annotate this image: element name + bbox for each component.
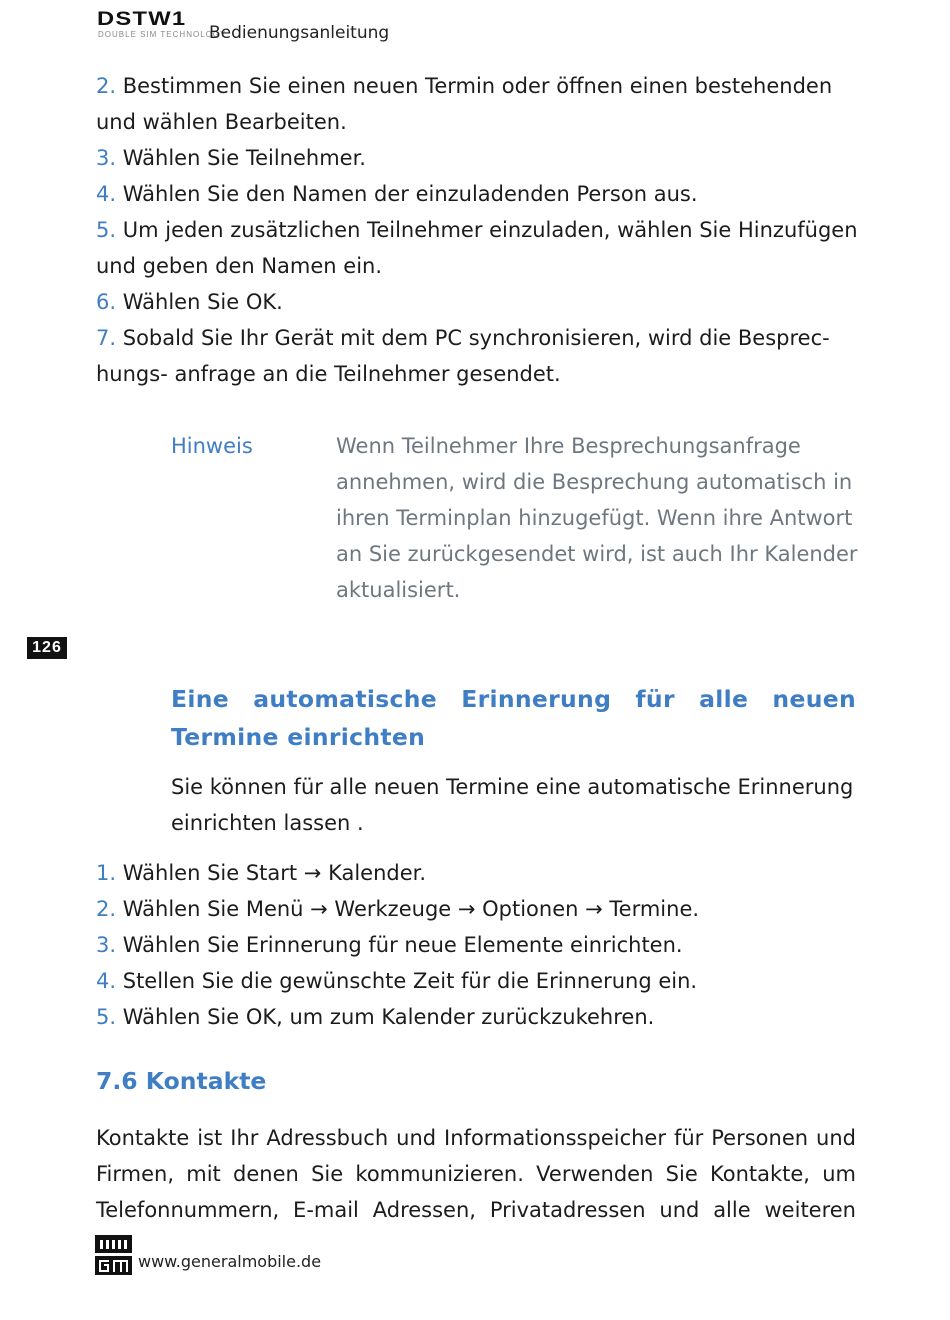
section-intro: Sie können für alle neuen Termine eine automatische Erinnerung einrichten lassen .	[171, 775, 854, 835]
step-text: Wählen Sie OK, um zum Kalender zurückzukehren.	[122, 1005, 655, 1029]
list-item	[96, 140, 858, 176]
hint-label: Hinweis	[171, 434, 253, 458]
steps-bottom-list	[96, 855, 699, 1035]
step-number: 4.	[96, 182, 117, 206]
step-number: 7.	[96, 326, 117, 350]
list-item	[96, 212, 858, 248]
list-item	[96, 999, 699, 1035]
step-text: Um jeden zusätzlichen Teilnehmer einzuladen, wählen Sie Hinzufügen	[122, 218, 858, 242]
brand-logo: DSTW1	[97, 9, 187, 30]
page-header	[97, 9, 390, 43]
list-item	[96, 356, 858, 392]
list-item	[96, 855, 699, 891]
list-item	[96, 284, 858, 320]
step-text: Wählen Sie Menü → Werkzeuge → Optionen → Termine.	[122, 897, 700, 921]
step-number: 6.	[96, 290, 117, 314]
step-text: Wählen Sie den Namen der einzuladenden Person aus.	[122, 182, 698, 206]
step-number: 5.	[96, 218, 117, 242]
kontakte-heading: 7.6 Kontakte	[96, 1067, 267, 1095]
step-number: 5.	[96, 1005, 117, 1029]
step-text: Sobald Sie Ihr Gerät mit dem PC synchronisieren, wird die Besprec-	[122, 326, 830, 350]
step-text: Bestimmen Sie einen neuen Termin oder öffnen einen bestehenden	[122, 74, 833, 98]
step-number: 1.	[96, 861, 117, 885]
list-item	[96, 320, 858, 356]
step-text: Wählen Sie Erinnerung für neue Elemente einrichten.	[122, 933, 683, 957]
section-heading: Eine automatische Erinnerung für alle neuen Termine einrichten	[171, 685, 856, 751]
step-number: 3.	[96, 146, 117, 170]
step-text: Wählen Sie OK.	[122, 290, 283, 314]
website-url: www.generalmobile.de	[138, 1252, 322, 1271]
step-text: und geben den Namen ein.	[96, 254, 383, 278]
list-item	[96, 68, 858, 104]
general-mobile-logo-icon	[95, 1235, 132, 1275]
list-item	[96, 104, 858, 140]
step-text: hungs- anfrage an die Teilnehmer gesendet.	[96, 362, 561, 386]
list-item	[96, 176, 858, 212]
step-text: Stellen Sie die gewünschte Zeit für die Erinnerung ein.	[122, 969, 698, 993]
list-item	[96, 248, 858, 284]
brand-tagline: DOUBLE SIM TECHNOLOGY	[98, 30, 227, 39]
list-item	[96, 891, 699, 927]
list-item	[96, 927, 699, 963]
list-item	[96, 963, 699, 999]
step-text: Wählen Sie Teilnehmer.	[122, 146, 366, 170]
step-number: 2.	[96, 897, 117, 921]
kontakte-text: Kontakte ist Ihr Adressbuch und Informationsspeicher für Personen und Firmen, mit denen Sie kommunizieren. Verwenden Sie Kontakte, um Telefonnummern, E-mail Adressen, Privatadressen und alle weiteren	[96, 1126, 856, 1222]
step-text: und wählen Bearbeiten.	[96, 110, 347, 134]
step-text: Wählen Sie Start → Kalender.	[122, 861, 427, 885]
page-number-badge: 126	[27, 637, 67, 659]
step-number: 4.	[96, 969, 117, 993]
hint-text: Wenn Teilnehmer Ihre Besprechungsanfrage annehmen, wird die Besprechung automatisch in ihren Terminplan hinzugefügt. Wenn ihre Antwort an Sie zurückgesendet wird, ist auch Ihr Kalender aktualisiert.	[336, 434, 858, 602]
step-number: 2.	[96, 74, 117, 98]
manual-title: Bedienungsanleitung	[209, 23, 390, 43]
step-number: 3.	[96, 933, 117, 957]
steps-top-list	[96, 68, 858, 392]
